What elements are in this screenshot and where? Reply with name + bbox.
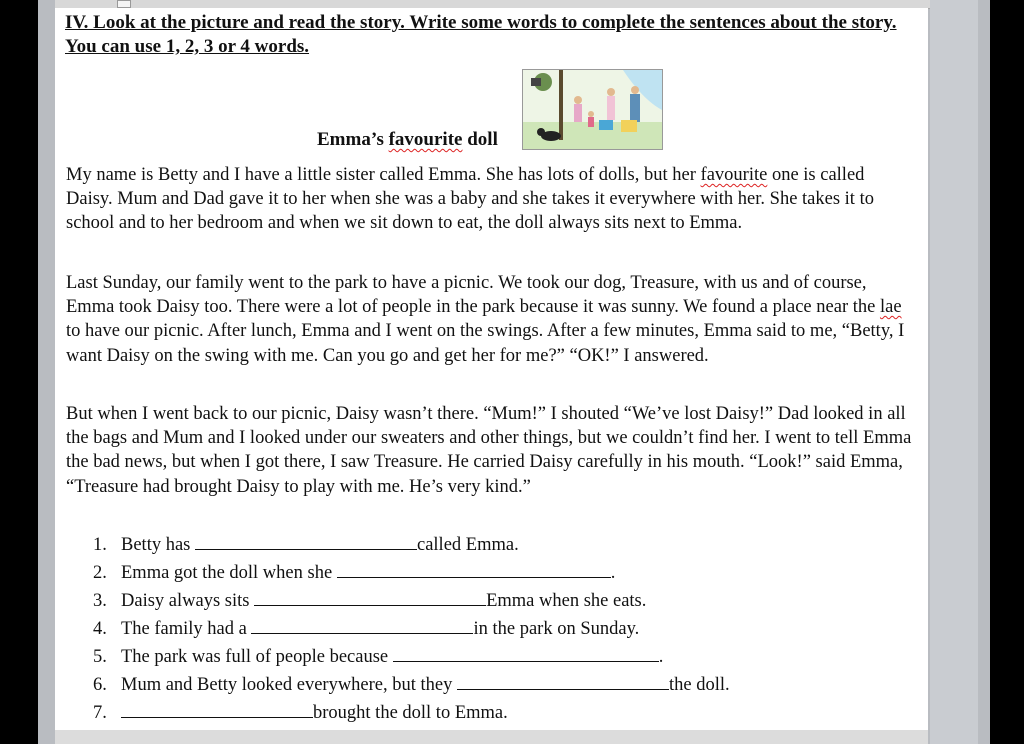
story-paragraph: But when I went back to our picnic, Daisy wasn’t there. “Mum!” I shouted “We’ve lost Daisy!” Dad looked in all the bags and Mum and I looked under our sweaters and other things, but we couldn’t find her. I went to tell Emma the bad news, but when I got there, I saw Treasure. He carried Daisy carefully in his mouth. “Look!” said Emma, “Treasure had brought Daisy to play with me. He’s very kind.” — [66, 404, 912, 497]
answer-blank[interactable] — [254, 589, 486, 606]
question-item: 1. Betty has called Emma. — [93, 535, 519, 555]
question-item: 4. The family had a in the park on Sunday. — [93, 619, 640, 639]
question-item: 2. Emma got the doll when she . — [93, 563, 616, 583]
exercise-heading: IV. Look at the picture and read the story. Write some words to complete the sentences about the story. You can use 1, 2, 3 or 4 words. — [65, 12, 897, 57]
scroll-area — [930, 0, 978, 744]
question-item: 7. brought the doll to Emma. — [93, 703, 508, 723]
question-item: 5. The park was full of people because . — [93, 647, 664, 667]
answer-blank[interactable] — [457, 673, 669, 690]
answer-blank[interactable] — [251, 617, 473, 634]
answer-blank[interactable] — [195, 533, 417, 550]
horizontal-scrollbar[interactable] — [55, 730, 928, 744]
document-page — [55, 8, 928, 730]
story-paragraph: Last Sunday, our family went to the park to have a picnic. We took our dog, Treasure, with us and of course, Emma took Daisy too. There were a lot of people in the park because it was sunny. We found a place near the lae to have our picnic. After lunch, Emma and I went on the swings. After a few minutes, Emma said to me, “Betty, I want Daisy on the swing with me. Can you go and get her for me?” “OK!” I answered. — [66, 273, 905, 366]
answer-blank[interactable] — [393, 645, 659, 662]
question-item: 3. Daisy always sits Emma when she eats. — [93, 591, 647, 611]
question-item: 6. Mum and Betty looked everywhere, but they the doll. — [93, 675, 730, 695]
question-list — [93, 531, 893, 727]
ruler-indent-marker[interactable] — [117, 0, 131, 8]
story-paragraph: My name is Betty and I have a little sister called Emma. She has lots of dolls, but her favourite one is called Daisy. Mum and Dad gave it to her when she was a baby and she takes it everywhere with her. She takes it to school and to her bedroom and when we sit down to eat, the doll always sits next to Emma. — [66, 165, 874, 234]
answer-blank[interactable] — [121, 701, 313, 718]
story-title: Emma’s favourite doll — [317, 129, 498, 150]
family-park-illustration — [522, 69, 663, 150]
answer-blank[interactable] — [337, 561, 611, 578]
